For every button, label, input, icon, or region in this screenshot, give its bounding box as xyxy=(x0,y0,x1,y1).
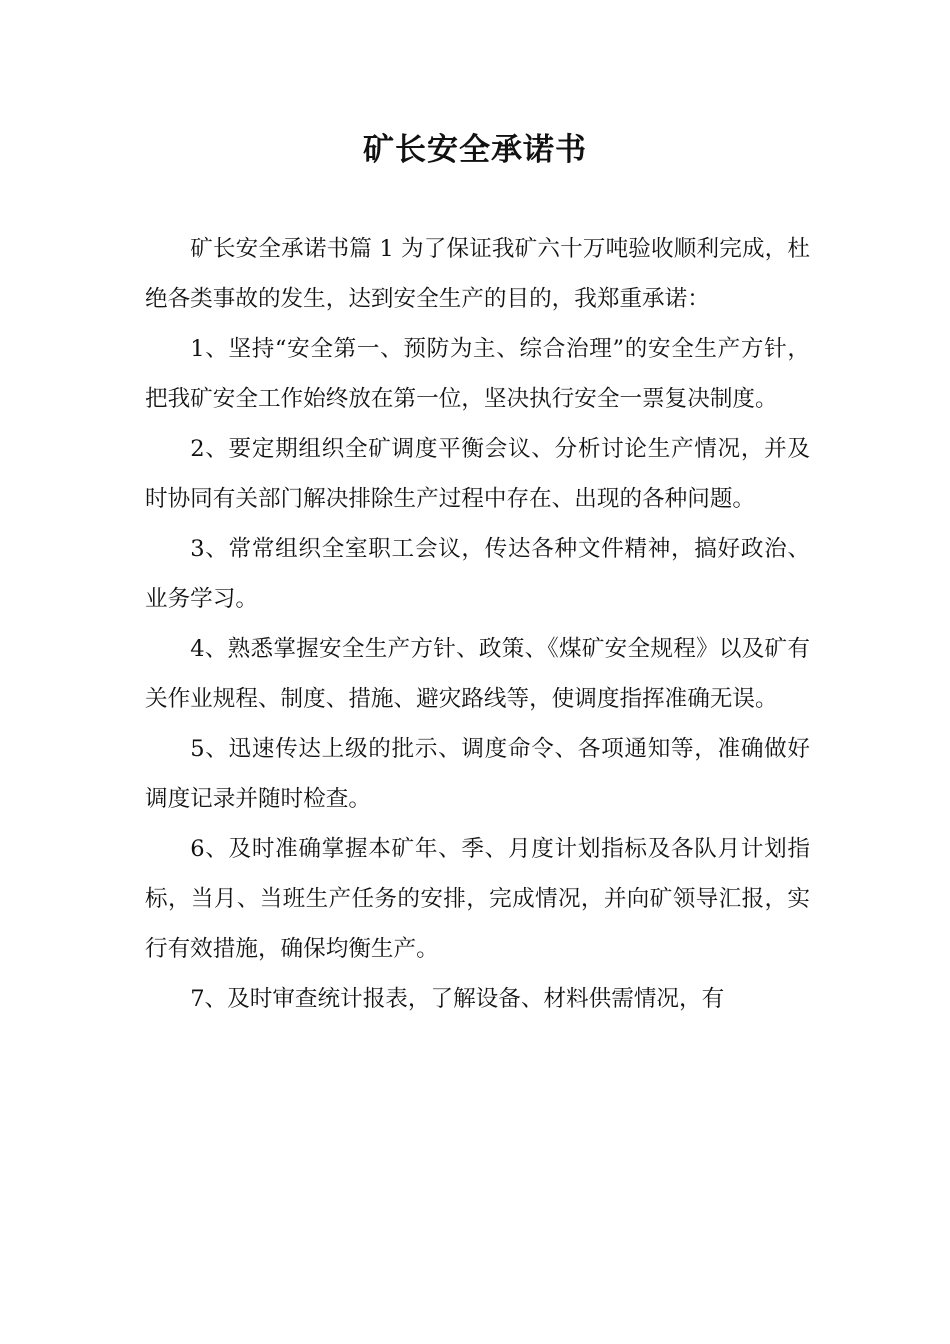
commitment-item-1: 1、坚持“安全第一、预防为主、综合治理”的安全生产方针，把我矿安全工作始终放在第一位，坚决执行安全一票复决制度。 xyxy=(145,336,810,412)
document-body xyxy=(145,224,810,1024)
commitment-item-7: 7、及时审查统计报表，了解设备、材料供需情况，有 xyxy=(190,986,725,1012)
commitment-item-5: 5、迅速传达上级的批示、调度命令、各项通知等，准确做好调度记录并随时检查。 xyxy=(145,736,810,812)
commitment-item-3: 3、常常组织全室职工会议，传达各种文件精神，搞好政治、业务学习。 xyxy=(145,536,810,612)
document-title: 矿长安全承诺书 xyxy=(363,132,587,168)
commitment-item-6: 6、及时准确掌握本矿年、季、月度计划指标及各队月计划指标，当月、当班生产任务的安排，完成情况，并向矿领导汇报，实行有效措施，确保均衡生产。 xyxy=(145,836,810,962)
commitment-item-4: 4、熟悉掌握安全生产方针、政策、《煤矿安全规程》以及矿有关作业规程、制度、措施、避灾路线等，使调度指挥准确无误。 xyxy=(145,636,810,712)
commitment-item-2: 2、要定期组织全矿调度平衡会议、分析讨论生产情况，并及时协同有关部门解决排除生产过程中存在、出现的各种问题。 xyxy=(145,436,810,512)
intro-paragraph: 矿长安全承诺书篇 1 为了保证我矿六十万吨验收顺利完成，杜绝各类事故的发生，达到安全生产的目的，我郑重承诺： xyxy=(145,236,810,312)
